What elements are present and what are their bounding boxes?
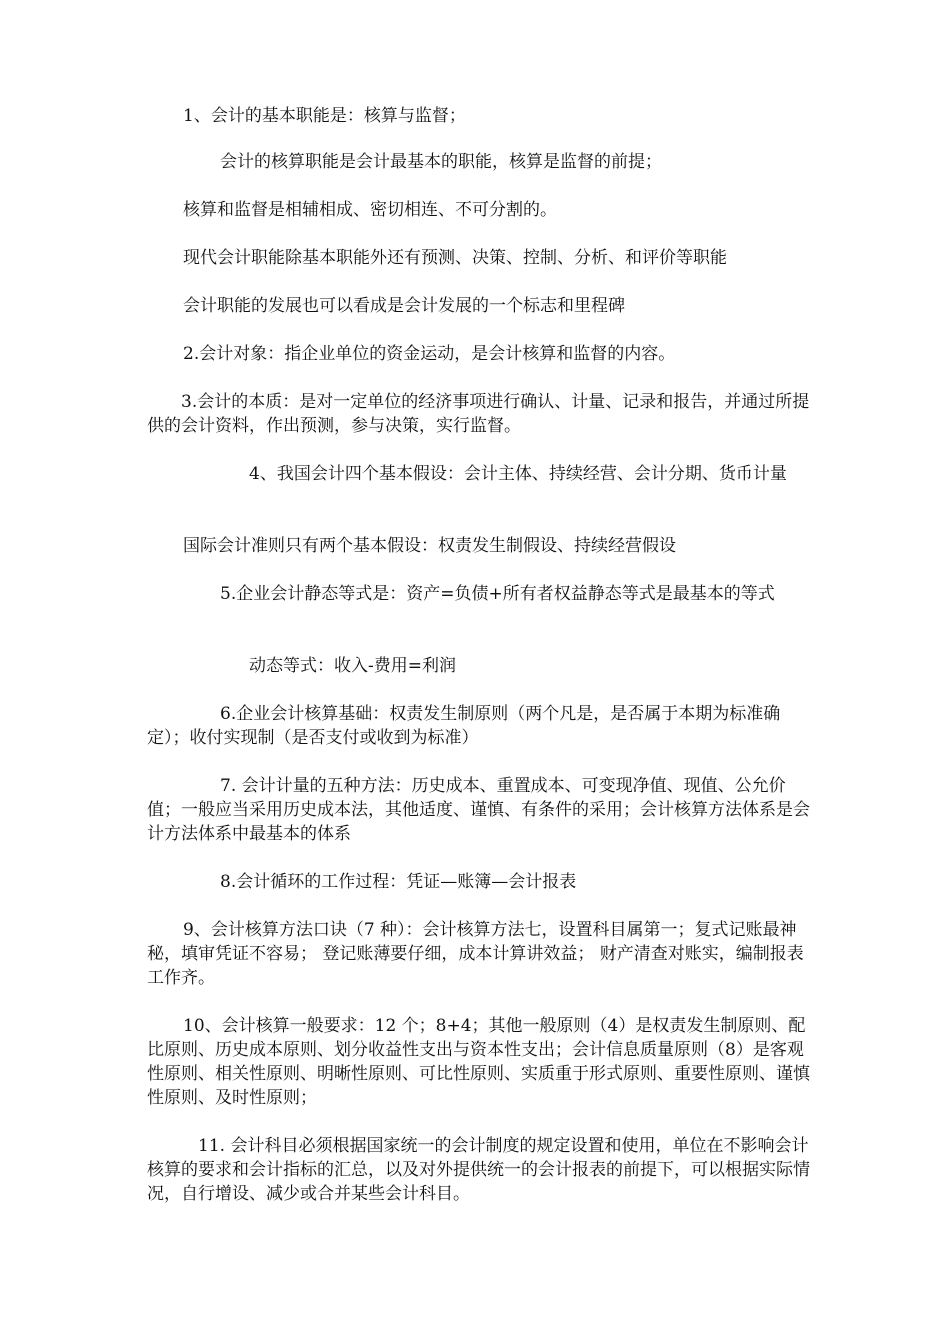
- paragraph-4: 现代会计职能除基本职能外还有预测、决策、控制、分析、和评价等职能: [183, 248, 727, 268]
- paragraph-14: 8.会计循环的工作过程：凭证—账簿—会计报表: [220, 872, 577, 892]
- paragraph-12: 6.企业会计核算基础：权责发生制原则（两个凡是，是否属于本期为标准确定）；收付实现制（是否支付或收到为标准）: [147, 704, 781, 748]
- paragraph-10: 5.企业会计静态等式是：资产=负债+所有者权益静态等式是最基本的等式: [220, 584, 775, 604]
- paragraph-3: 核算和监督是相辅相成、密切相连、不可分割的。: [183, 200, 557, 220]
- paragraph-7: 3.会计的本质：是对一定单位的经济事项进行确认、计量、记录和报告，并通过所提供的会计资料，作出预测，参与决策，实行监督。: [147, 392, 810, 436]
- paragraph-15: 9、会计核算方法口诀（7 种）：会计核算方法七，设置科目属第一；复式记账最神秘，填审凭证不容易； 登记账薄要仔细，成本计算讲效益； 财产清查对账实，编制报表工作齐。: [147, 920, 804, 988]
- paragraph-8: 4、我国会计四个基本假设：会计主体、持续经营、会计分期、货币计量: [249, 464, 787, 484]
- paragraph-5: 会计职能的发展也可以看成是会计发展的一个标志和里程碑: [183, 296, 625, 316]
- paragraph-9: 国际会计准则只有两个基本假设：权责发生制假设、持续经营假设: [183, 536, 676, 556]
- paragraph-13: 7. 会计计量的五种方法：历史成本、重置成本、可变现净值、现值、公允价值；一般应当采用历史成本法，其他适度、谨慎、有条件的采用；会计核算方法体系是会计方法体系中最基本的体系: [147, 776, 810, 844]
- paragraph-2: 会计的核算职能是会计最基本的职能，核算是监督的前提；: [220, 152, 662, 172]
- paragraph-11: 动态等式：收入-费用=利润: [249, 656, 456, 676]
- paragraph-1: 1、会计的基本职能是：核算与监督；: [183, 106, 466, 126]
- paragraph-16: 10、会计核算一般要求：12 个；8+4；其他一般原则（4）是权责发生制原则、配比原则、历史成本原则、划分收益性支出与资本性支出；会计信息质量原则（8）是客观性原则、相关性原则、明晰性原则、可比性原则、实质重于形式原则、重要性原则、谨慎性原则、及时性原则；: [147, 1016, 810, 1108]
- paragraph-17: 11. 会计科目必须根据国家统一的会计制度的规定设置和使用，单位在不影响会计核算的要求和会计指标的汇总，以及对外提供统一的会计报表的前提下，可以根据实际情况，自行增设、减少或合并某些会计科目。: [147, 1136, 810, 1204]
- paragraph-6: 2.会计对象：指企业单位的资金运动，是会计核算和监督的内容。: [183, 344, 676, 364]
